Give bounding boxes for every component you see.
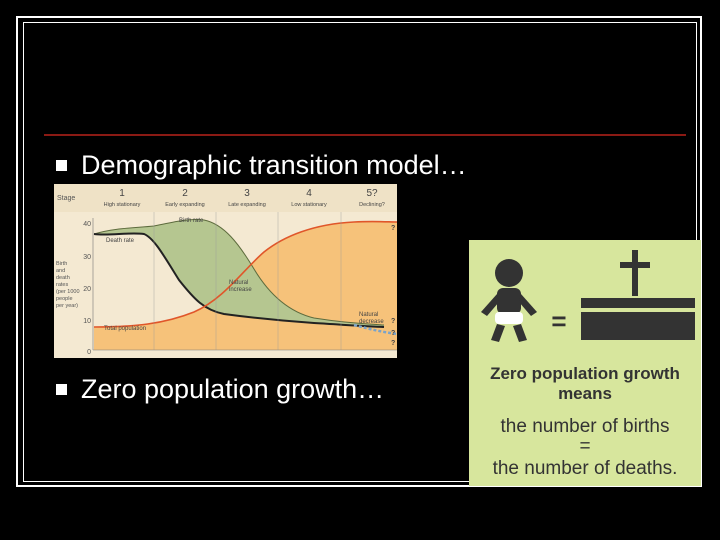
stage-number: 5? [366,188,378,199]
square-bullet-icon [56,160,67,171]
stage-number: 3 [244,188,250,199]
y-tick-label: 20 [83,286,91,293]
y-axis-label-line: death [56,275,70,281]
stage-number: 2 [182,188,188,199]
bullet-item-zpg [56,374,384,405]
stage-name: High stationary [103,202,141,208]
y-tick-label: 30 [83,254,91,261]
total-population-label: Total population [104,326,147,332]
stage-number: 1 [119,188,125,199]
birth-rate-label: Birth rate [179,218,204,224]
natural-increase-label-line: increase [229,287,252,293]
y-axis-label-line: and [56,268,66,274]
y-tick-label: 0 [87,349,91,356]
zpg-heading-line: means [558,384,612,403]
y-axis-label-line: people [56,296,73,302]
dtm-chart-svg [54,184,397,358]
natural-decrease-label-line: decrease [359,319,384,325]
death-rate-label: Death rate [106,238,135,244]
stage-name: Late expanding [228,202,266,208]
zpg-svg [469,240,701,486]
y-tick-label: 40 [83,221,91,228]
bullet-text: Zero population growth… [81,374,385,404]
uncertainty-mark: ? [391,340,396,347]
y-axis-label-line: rates [56,282,69,288]
zpg-births-text: the number of births [500,416,670,437]
stage-name: Declining? [359,202,385,208]
title-divider [44,134,686,136]
y-axis-label-line: (per 1000 [56,289,80,295]
bullet-text: Demographic transition model… [81,150,467,180]
uncertainty-mark: ? [391,225,396,232]
natural-increase-label-line: Natural [229,280,249,286]
stage-name: Low stationary [291,202,327,208]
baby-icon [481,259,537,342]
y-axis-label-line: Birth [56,261,68,267]
stage-label: Stage [57,195,76,202]
bullet-item-dtm [56,150,467,181]
equals-sign: = [551,306,567,336]
uncertainty-mark: ? [391,330,396,337]
zero-population-growth-infographic [469,240,701,486]
square-bullet-icon [56,384,67,395]
y-axis-label-line: per year) [56,303,79,309]
grave-cross-icon [581,250,695,340]
uncertainty-mark: ? [391,318,396,325]
demographic-transition-chart [54,184,397,358]
stage-name: Early expanding [165,202,205,208]
zpg-heading-line: Zero population growth [490,364,680,383]
zpg-deaths-text: the number of deaths. [492,458,678,479]
natural-decrease-label-line: Natural [359,312,379,318]
stage-number: 4 [306,188,312,199]
y-tick-label: 10 [83,318,91,325]
zpg-equals-small: = [579,436,591,457]
